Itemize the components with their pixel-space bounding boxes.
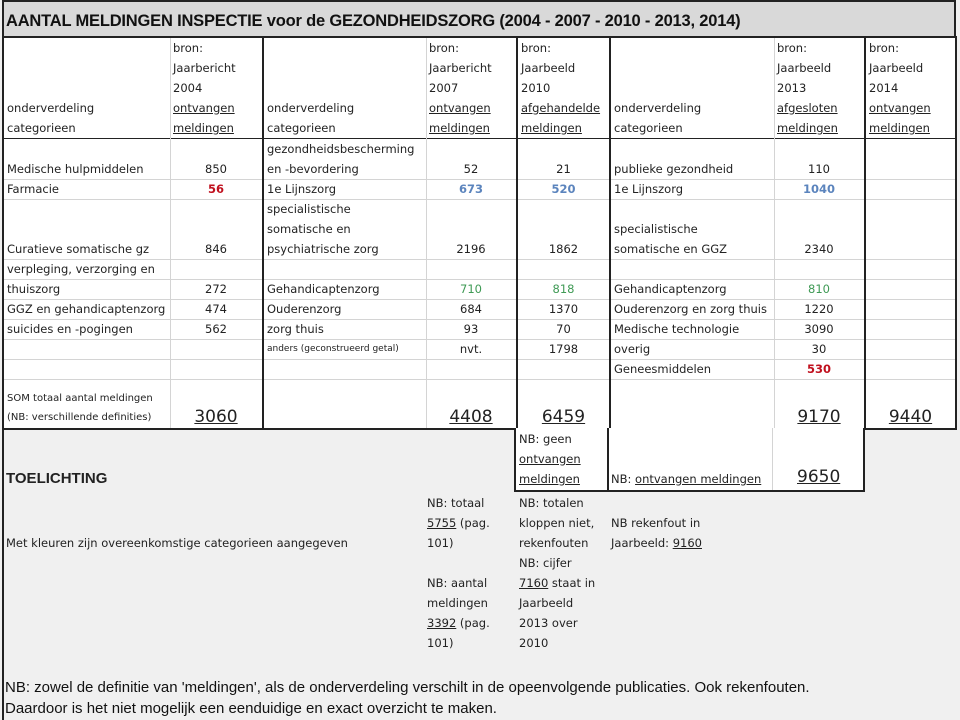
header-2014-source: Jaarbeeld [869,61,924,75]
value-2013: 2340 [804,242,834,256]
sum-label: SOM totaal aantal meldingen [7,393,153,404]
header-cat-label: onderverdeling [614,101,702,115]
value-2010: 818 [552,282,575,296]
header-2010-type: afgehandelde [521,101,601,115]
footer-line-1: NB: zowel de definitie van 'meldingen', als de onderverdeling verschilt in de opeenvolgende publicaties. Ook rekenfouten. [5,679,810,696]
category-2013: overig [614,342,651,356]
colors-note: Met kleuren zijn overeenkomstige categorieen aangegeven [6,536,348,550]
value-2007: nvt. [459,342,483,356]
value-2010: 21 [556,162,571,176]
value-2013: 530 [806,362,831,376]
value-2004: 846 [205,242,227,256]
header-2007-source: Jaarbericht [429,61,492,75]
header-2004-type: ontvangen [173,101,235,115]
value-2013: 1220 [804,302,834,316]
header-2007-year: 2007 [429,81,459,95]
category-2013: Ouderenzorg en zorg thuis [614,302,767,316]
header-2004-source: Jaarbericht [173,61,236,75]
category-2004: Farmacie [7,182,59,196]
header-2004-type: meldingen [173,121,234,135]
header-2013-source: Jaarbeeld [777,61,832,75]
nb-2007-a-rest: (pag. [456,516,490,530]
header-2014-type: ontvangen [869,101,931,115]
category-2004: Medische hulpmiddelen [7,162,144,176]
nb-2010: meldingen [519,472,580,486]
nb-2010: ontvangen [519,452,581,466]
nb-2010-b: NB: cijfer [519,556,572,570]
value-2013: 30 [811,342,827,356]
nb-2013-link: ontvangen meldingen [635,472,762,486]
nb-2010-b-rest: staat in [548,576,596,590]
category-2007: anders (geconstrueerd getal) [267,344,399,354]
footer-line-2: Daardoor is het niet mogelijk een eenduidige en exact overzicht te maken. [5,700,497,717]
data-table [2,36,957,430]
total-2014: 9440 [888,407,933,427]
category-2013: Geneesmiddelen [614,362,712,376]
value-2004: 474 [205,302,227,316]
header-2013-source: bron: [777,41,807,55]
nb-2010: NB: geen [519,432,572,446]
category-2013: Gehandicaptenzorg [614,282,727,296]
nb-2007-a-num: 5755 [427,516,457,530]
value-2004: 272 [205,282,227,296]
category-2013: publieke gezondheid [614,162,734,176]
total-2007: 4408 [449,407,493,427]
value-2004: 562 [205,322,227,336]
header-2014-source: bron: [869,41,899,55]
header-2014-type: meldingen [869,121,930,135]
nb-2013 [611,469,761,489]
category-2013: specialistische [614,222,698,236]
value-2007: 2196 [456,242,486,256]
nb-2013-error-num: 9160 [672,536,702,550]
total-2013: 9170 [797,407,841,427]
header-cat-label: categorieen [267,121,336,135]
header-2007-type: meldingen [429,121,490,135]
value-2010: 1798 [548,342,579,356]
category-2013: Medische technologie [614,322,740,336]
header-2007-source: bron: [429,41,459,55]
value-2007: 710 [460,282,482,296]
page-title: AANTAL MELDINGEN INSPECTIE voor de GEZONDHEIDSZORG (2004 - 2007 - 2010 - 2013, 2014) [6,12,741,30]
header-2007-type: ontvangen [429,101,491,115]
value-2013: 110 [808,162,830,176]
category-2007: en -bevordering [267,162,359,176]
header-cat-label: categorieen [614,121,683,135]
nb-2010-a: NB: totalen [519,496,584,510]
category-2007: zorg thuis [267,322,324,336]
value-2013: 810 [808,282,830,296]
header-cat-label: onderverdeling [267,101,355,115]
category-2007: somatische en [267,222,351,236]
nb-2010-b: Jaarbeeld [519,596,574,610]
header-cat-label: onderverdeling [7,101,95,115]
nb-2013-prefix: NB: [611,472,636,486]
value-2010: 520 [551,182,576,196]
nb-2010-b-num: 7160 [519,576,549,590]
header-2013-type: meldingen [777,121,838,135]
nb-2013-error-prefix: Jaarbeeld: [611,536,673,550]
header-2013-type: afgesloten [777,101,838,115]
nb-2010-a: kloppen niet, [519,516,595,530]
nb-2007-b [427,613,490,633]
nb-2007-b: NB: aantal [427,576,488,590]
nb-2007-a: 101) [427,536,454,550]
category-2007: gezondheidsbescherming [267,142,415,156]
nb-2007-b: 101) [427,636,454,650]
value-2007: 673 [458,182,483,196]
category-2013: somatische en GGZ [614,242,728,256]
nb-2010-a: rekenfouten [519,536,589,550]
category-2013: 1e Lijnszorg [614,182,684,196]
value-2007: 684 [460,302,482,316]
value-2007: 52 [463,162,479,176]
header-2010-source: bron: [521,41,551,55]
header-cat-label: categorieen [7,121,76,135]
value-2013: 3090 [804,322,834,336]
sum-label: (NB: verschillende definities) [7,412,152,423]
header-2010-year: 2010 [521,81,551,95]
value-2007: 93 [463,322,479,336]
nb-2007-a [427,513,490,533]
nb-2013-value: 9650 [797,467,841,487]
header-2010-type: meldingen [521,121,582,135]
header-2004-source: bron: [173,41,203,55]
value-2004: 850 [205,162,227,176]
category-2004: GGZ en gehandicaptenzorg [7,302,166,316]
nb-2013-error: NB rekenfout in [611,516,701,530]
category-2007: 1e Lijnszorg [267,182,337,196]
category-2007: Ouderenzorg [267,302,342,316]
total-2010: 6459 [541,407,586,427]
value-2010: 1370 [548,302,579,316]
category-2007: psychiatrische zorg [267,242,379,256]
value-2010: 1862 [548,242,579,256]
nb-2010-b: 2013 over [519,616,578,630]
category-2004: Curatieve somatische gz [7,242,150,256]
category-2004: suicides en -pogingen [7,322,133,336]
value-2004: 56 [207,182,224,196]
category-2004: thuiszorg [7,282,61,296]
header-2014-year: 2014 [869,81,899,95]
header-2013-year: 2013 [777,81,807,95]
value-2010: 70 [556,322,571,336]
left-border [2,428,4,720]
toelichting-heading: TOELICHTING [6,470,108,487]
value-2013: 1040 [802,182,835,196]
nb-2007-b-num: 3392 [427,616,457,630]
category-2007: Gehandicaptenzorg [267,282,380,296]
nb-2013-error [611,533,702,553]
header-2004-year: 2004 [173,81,203,95]
footer-note [5,677,810,719]
header-2010-source: Jaarbeeld [521,61,576,75]
category-2007: specialistische [267,202,351,216]
nb-2010-b: 2010 [519,636,549,650]
total-2004: 3060 [194,407,238,427]
nb-2007-b: meldingen [427,596,488,610]
nb-2007-b-rest: (pag. [456,616,490,630]
nb-2007-a: NB: totaal [427,496,485,510]
nb-2010-b [519,573,595,593]
category-2004: verpleging, verzorging en [7,262,155,276]
